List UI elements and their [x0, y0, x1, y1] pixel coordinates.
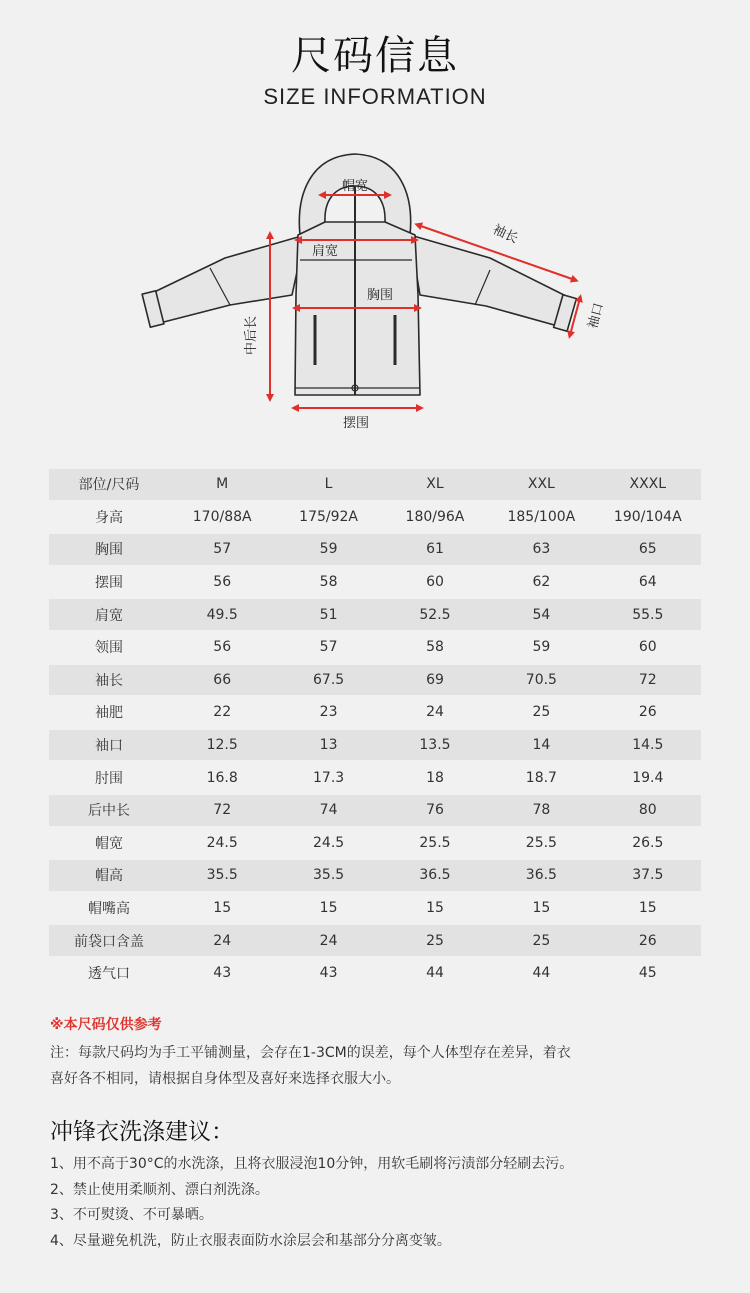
table-header-cell: 部位/尺码 — [49, 469, 169, 501]
table-header-row — [49, 469, 701, 501]
washing-item: 1、用不高于30°C的水洗涤，且将衣服浸泡10分钟，用软毛刷将污渍部分轻刷去污。 — [50, 1156, 574, 1172]
table-cell: 69 — [382, 664, 488, 697]
hem-label: 摆围 — [343, 416, 370, 431]
row-label-cell: 袖长 — [49, 664, 169, 697]
shoulder-label: 肩宽 — [312, 244, 339, 259]
washing-list — [50, 1152, 710, 1254]
row-label-cell: 前袋口含盖 — [49, 924, 169, 957]
table-cell: 26.5 — [595, 827, 701, 860]
table-cell: 59 — [488, 631, 594, 664]
table-cell: 24 — [169, 924, 275, 957]
table-cell: 36.5 — [382, 859, 488, 892]
back-length-label: 中后长 — [244, 315, 259, 355]
table-row — [49, 761, 701, 794]
table-row — [49, 501, 701, 534]
measurement-note — [50, 1040, 700, 1092]
table-row — [49, 533, 701, 566]
table-row — [49, 631, 701, 664]
table-cell: 67.5 — [275, 664, 381, 697]
table-cell: 55.5 — [595, 598, 701, 631]
table-cell: 180/96A — [382, 501, 488, 534]
table-cell: 190/104A — [595, 501, 701, 534]
table-cell: 62 — [488, 566, 594, 599]
table-row — [49, 859, 701, 892]
table-cell: 43 — [275, 957, 381, 990]
table-cell: 74 — [275, 794, 381, 827]
table-cell: 19.4 — [595, 761, 701, 794]
table-cell: 80 — [595, 794, 701, 827]
table-cell: 13 — [275, 729, 381, 762]
table-cell: 72 — [169, 794, 275, 827]
row-label-cell: 后中长 — [49, 794, 169, 827]
row-label-cell: 摆围 — [49, 566, 169, 599]
jacket-illustration — [130, 140, 610, 440]
row-label-cell: 领围 — [49, 631, 169, 664]
table-row — [49, 566, 701, 599]
table-cell: 57 — [275, 631, 381, 664]
table-cell: 25 — [488, 696, 594, 729]
table-cell: 24.5 — [169, 827, 275, 860]
table-cell: 65 — [595, 533, 701, 566]
row-label-cell: 透气口 — [49, 957, 169, 990]
table-cell: 170/88A — [169, 501, 275, 534]
table-cell: 15 — [382, 892, 488, 925]
cuff-label: 袖口 — [585, 301, 607, 331]
table-cell: 185/100A — [488, 501, 594, 534]
table-cell: 14.5 — [595, 729, 701, 762]
table-cell: 78 — [488, 794, 594, 827]
row-label-cell: 帽宽 — [49, 827, 169, 860]
table-cell: 35.5 — [275, 859, 381, 892]
table-cell: 35.5 — [169, 859, 275, 892]
table-cell: 59 — [275, 533, 381, 566]
jacket-measurement-diagram — [130, 140, 610, 440]
hood-width-label: 帽宽 — [342, 179, 369, 194]
page-title: 尺码信息 — [291, 33, 459, 79]
table-row — [49, 924, 701, 957]
size-table — [49, 469, 701, 991]
table-row — [49, 664, 701, 697]
table-header-cell: XXL — [488, 469, 594, 501]
table-cell: 43 — [169, 957, 275, 990]
table-cell: 51 — [275, 598, 381, 631]
table-cell: 72 — [595, 664, 701, 697]
table-cell: 25 — [488, 924, 594, 957]
page-subtitle: SIZE INFORMATION — [263, 84, 487, 109]
washing-item: 3、不可熨烫、不可暴晒。 — [50, 1207, 213, 1223]
table-cell: 60 — [382, 566, 488, 599]
table-cell: 66 — [169, 664, 275, 697]
table-header-cell: XXXL — [595, 469, 701, 501]
table-cell: 24 — [275, 924, 381, 957]
table-cell: 26 — [595, 696, 701, 729]
row-label-cell: 肘围 — [49, 761, 169, 794]
table-cell: 76 — [382, 794, 488, 827]
table-cell: 15 — [488, 892, 594, 925]
table-cell: 56 — [169, 566, 275, 599]
table-cell: 60 — [595, 631, 701, 664]
table-cell: 58 — [275, 566, 381, 599]
table-cell: 70.5 — [488, 664, 594, 697]
table-cell: 37.5 — [595, 859, 701, 892]
table-cell: 57 — [169, 533, 275, 566]
table-row — [49, 827, 701, 860]
table-row — [49, 729, 701, 762]
chest-label: 胸围 — [367, 288, 394, 303]
note-line-1: 注：每款尺码均为手工平铺测量，会存在1-3CM的误差，每个人体型存在差异，着衣 — [50, 1045, 571, 1061]
note-line-2: 喜好各不相同，请根据自身体型及喜好来选择衣服大小。 — [50, 1071, 400, 1087]
table-cell: 17.3 — [275, 761, 381, 794]
sleeve-label: 袖长 — [490, 222, 521, 247]
table-cell: 15 — [169, 892, 275, 925]
row-label-cell: 帽嘴高 — [49, 892, 169, 925]
washing-title: 冲锋衣洗涤建议： — [50, 1119, 234, 1145]
row-label-cell: 袖口 — [49, 729, 169, 762]
row-label-cell: 肩宽 — [49, 598, 169, 631]
table-cell: 26 — [595, 924, 701, 957]
table-row — [49, 696, 701, 729]
table-cell: 24 — [382, 696, 488, 729]
table-cell: 44 — [488, 957, 594, 990]
table-cell: 63 — [488, 533, 594, 566]
left-sleeve-shape — [148, 235, 305, 325]
reference-warning: ※本尺码仅供参考 — [50, 1017, 162, 1033]
table-cell: 52.5 — [382, 598, 488, 631]
table-cell: 58 — [382, 631, 488, 664]
row-label-cell: 身高 — [49, 501, 169, 534]
table-cell: 15 — [275, 892, 381, 925]
table-cell: 36.5 — [488, 859, 594, 892]
table-cell: 13.5 — [382, 729, 488, 762]
table-cell: 175/92A — [275, 501, 381, 534]
table-row — [49, 957, 701, 990]
washing-item: 2、禁止使用柔顺剂、漂白剂洗涤。 — [50, 1181, 269, 1198]
table-header-cell: L — [275, 469, 381, 501]
table-cell: 45 — [595, 957, 701, 990]
table-cell: 18.7 — [488, 761, 594, 794]
table-cell: 12.5 — [169, 729, 275, 762]
row-label-cell: 胸围 — [49, 533, 169, 566]
row-label-cell: 帽高 — [49, 859, 169, 892]
table-cell: 49.5 — [169, 598, 275, 631]
washing-item: 4、尽量避免机洗，防止衣服表面防水涂层会和基部分分离变皱。 — [50, 1232, 451, 1249]
right-sleeve-shape — [410, 235, 570, 328]
table-header-cell: XL — [382, 469, 488, 501]
table-cell: 25 — [382, 924, 488, 957]
table-cell: 25.5 — [382, 827, 488, 860]
table-row — [49, 598, 701, 631]
table-cell: 16.8 — [169, 761, 275, 794]
table-row — [49, 794, 701, 827]
table-header-cell: M — [169, 469, 275, 501]
table-cell: 14 — [488, 729, 594, 762]
table-cell: 18 — [382, 761, 488, 794]
table-cell: 23 — [275, 696, 381, 729]
row-label-cell: 袖肥 — [49, 696, 169, 729]
table-cell: 24.5 — [275, 827, 381, 860]
table-cell: 54 — [488, 598, 594, 631]
table-cell: 56 — [169, 631, 275, 664]
table-cell: 61 — [382, 533, 488, 566]
table-cell: 15 — [595, 892, 701, 925]
table-cell: 44 — [382, 957, 488, 990]
table-row — [49, 892, 701, 925]
table-cell: 22 — [169, 696, 275, 729]
table-cell: 64 — [595, 566, 701, 599]
table-cell: 25.5 — [488, 827, 594, 860]
